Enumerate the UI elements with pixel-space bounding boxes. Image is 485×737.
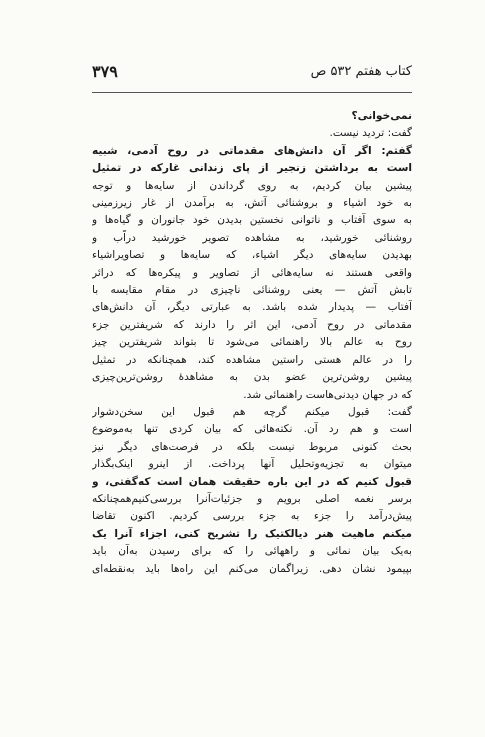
text-line: میتوان به تجزیه‌وتحلیل آنها پرداخت. از اینرو اینک‌بگذار (92, 458, 412, 471)
text-line: است و هم رد آن. نکته‌هائی که بیان کردی تنها به‌موضوع (92, 423, 412, 436)
text-line: گفتم: اگر آن دانش‌های مقدماتی در روح آدمی، شبیه (92, 144, 412, 157)
text-line: برسر نغمه اصلی برویم و جزئیات‌آنرا بررسی‌کنیم‌همچنانکه (92, 492, 412, 505)
header-rule (92, 92, 412, 93)
text-line: روشنائی خورشید، به مشاهده تصویر خورشید دراّب و (92, 231, 412, 244)
text-line: به‌یک بیان نمائی و راههائی را که برای رسیدن به‌آن باید (92, 545, 412, 558)
text-line: گفت: تردید نیست. (329, 127, 412, 140)
text-line: گفت: قبول میکنم گرچه هم قبول این سخن‌دشوار (92, 405, 412, 418)
text-line: بپیمود نشان دهی. زیراگمان می‌کنم این راه‌ها باید به‌نقطه‌ای (92, 562, 412, 575)
text-line: پیشین روشن‌ترین عضو بدن به مشاهدهٔ روشن‌ترین‌چیزی (92, 371, 412, 384)
text-line: پیش‌درآمد را جزء به جزء بررسی کردیم. اکنون تقاضا (92, 510, 412, 523)
text-line: تابش آتش — یعنی روشنائی ناچیزی در مقام مقایسه با (92, 284, 412, 297)
text-line: که در جهان دیدنی‌هاست راهنمائی شد. (243, 388, 412, 401)
text-line: مقدماتی در روح آدمی، این اثر را دارند که شریفترین جزء (92, 318, 412, 331)
text-line: قبول کنیم که در این باره حقیقت همان است که‌گفتی، و (92, 475, 412, 488)
text-line: میکنم ماهیت هنر دیالکتیک را تشریح کنی، اجزاء آنرا یک (92, 527, 412, 540)
text-line: به خود اشیاء و بروشنائی آتش، به برآمدن از غار زیرزمینی (92, 197, 412, 210)
text-line: را در عالم هستی راستین مشاهده کند، همچنانکه در تمثیل (92, 353, 412, 366)
text-line: به سوی آفتاب و ناتوانی نخستین بدیدن خود جانوران و گیاه‌ها و (92, 214, 412, 227)
text-line: نمی‌خوانی؟ (351, 110, 412, 122)
body-text (92, 108, 412, 578)
text-line: آفتاب — پدیدار شده باشد. به عبارتی دیگر، آن دانش‌های (92, 301, 412, 314)
text-line: بهدیدن سایه‌های دیگر اشیاء، که سایه‌ها و تصاویراشیاء (92, 249, 412, 262)
text-line: پیشین بیان کردیم، به روی گرداندن از سایه‌ها و توجه (92, 179, 412, 192)
text-line: است به برداشتن زنجیر از پای زندانی غارکه در تمثیل (92, 162, 412, 175)
text-line: واقعی هستند نه سایه‌هائی از تصاویر و پیکره‌ها که درائر (92, 266, 412, 279)
text-line: بحث کنونی مربوط نیست بلکه در فرصت‌های دیگر نیز (92, 440, 412, 453)
running-title: کتاب هفتم ۵۳۲ ص (310, 64, 412, 79)
text-line: روح به عالم بالا راهنمائی می‌شود تا بتواند شریفترین چیز (92, 336, 412, 349)
page-header (92, 64, 412, 84)
page-number: ۳۷۹ (92, 62, 118, 81)
